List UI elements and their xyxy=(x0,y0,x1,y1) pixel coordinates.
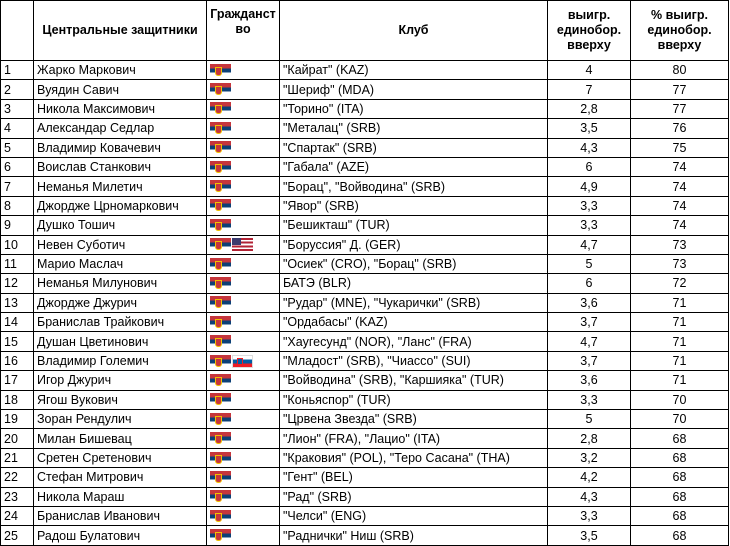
aerial-duels-won: 4,3 xyxy=(548,138,631,157)
serbia-flag-icon xyxy=(210,529,231,542)
citizenship-cell xyxy=(207,410,280,429)
player-name: Игор Джурич xyxy=(34,371,207,390)
citizenship-cell xyxy=(207,293,280,312)
aerial-duels-percent: 77 xyxy=(631,80,729,99)
row-number: 11 xyxy=(1,254,34,273)
table-row xyxy=(1,196,729,215)
player-name: Джордже Црномаркович xyxy=(34,196,207,215)
aerial-duels-won: 4,3 xyxy=(548,487,631,506)
table-row xyxy=(1,526,729,545)
table-row xyxy=(1,157,729,176)
table-row xyxy=(1,313,729,332)
table-row xyxy=(1,254,729,273)
club-name: "Ордабасы" (KAZ) xyxy=(280,313,548,332)
aerial-duels-percent: 71 xyxy=(631,332,729,351)
serbia-flag-icon xyxy=(210,277,231,290)
header-row xyxy=(1,1,729,61)
table-row xyxy=(1,138,729,157)
row-number: 5 xyxy=(1,138,34,157)
citizenship-cell xyxy=(207,506,280,525)
citizenship-cell xyxy=(207,332,280,351)
club-name: "Младост" (SRB), "Чиассо" (SUI) xyxy=(280,351,548,370)
club-name: "Хаугесунд" (NOR), "Ланс" (FRA) xyxy=(280,332,548,351)
club-name: БАТЭ (BLR) xyxy=(280,274,548,293)
aerial-duels-won: 2,8 xyxy=(548,429,631,448)
table-row xyxy=(1,293,729,312)
citizenship-cell xyxy=(207,526,280,545)
slovenia-flag-icon xyxy=(232,355,253,368)
serbia-flag-icon xyxy=(210,102,231,115)
club-name: "Коньяспор" (TUR) xyxy=(280,390,548,409)
serbia-flag-icon xyxy=(210,296,231,309)
table-row xyxy=(1,448,729,467)
player-name: Душко Тошич xyxy=(34,216,207,235)
serbia-flag-icon xyxy=(210,490,231,503)
serbia-flag-icon xyxy=(210,83,231,96)
aerial-duels-won: 3,7 xyxy=(548,313,631,332)
club-name: "Габала" (AZE) xyxy=(280,157,548,176)
serbia-flag-icon xyxy=(210,64,231,77)
citizenship-cell xyxy=(207,157,280,176)
serbia-flag-icon xyxy=(210,199,231,212)
serbia-flag-icon xyxy=(210,355,231,368)
citizenship-cell xyxy=(207,61,280,80)
aerial-duels-won: 3,3 xyxy=(548,506,631,525)
player-name: Никола Мараш xyxy=(34,487,207,506)
row-number: 7 xyxy=(1,177,34,196)
player-name: Неманья Милетич xyxy=(34,177,207,196)
serbia-flag-icon xyxy=(210,180,231,193)
table-row xyxy=(1,506,729,525)
row-number: 4 xyxy=(1,119,34,138)
aerial-duels-won: 3,3 xyxy=(548,196,631,215)
player-name: Джордже Джурич xyxy=(34,293,207,312)
row-number: 24 xyxy=(1,506,34,525)
club-name: "Спартак" (SRB) xyxy=(280,138,548,157)
aerial-duels-percent: 74 xyxy=(631,157,729,176)
player-name: Радош Булатович xyxy=(34,526,207,545)
player-name: Душан Цветинович xyxy=(34,332,207,351)
aerial-duels-won: 3,2 xyxy=(548,448,631,467)
club-name: "Боруссия" Д. (GER) xyxy=(280,235,548,254)
aerial-duels-percent: 68 xyxy=(631,468,729,487)
aerial-duels-percent: 70 xyxy=(631,410,729,429)
header-duels: выигр. единобор. вверху xyxy=(548,1,631,61)
table-row xyxy=(1,410,729,429)
player-name: Владимир Големич xyxy=(34,351,207,370)
club-name: "Раднички" Ниш (SRB) xyxy=(280,526,548,545)
header-num xyxy=(1,1,34,61)
aerial-duels-percent: 71 xyxy=(631,313,729,332)
aerial-duels-won: 5 xyxy=(548,410,631,429)
aerial-duels-percent: 70 xyxy=(631,390,729,409)
aerial-duels-percent: 74 xyxy=(631,196,729,215)
row-number: 13 xyxy=(1,293,34,312)
club-name: "Шериф" (MDA) xyxy=(280,80,548,99)
player-name: Бранислав Трайкович xyxy=(34,313,207,332)
player-name: Невен Суботич xyxy=(34,235,207,254)
aerial-duels-percent: 68 xyxy=(631,429,729,448)
citizenship-cell xyxy=(207,99,280,118)
club-name: "Рад" (SRB) xyxy=(280,487,548,506)
aerial-duels-percent: 77 xyxy=(631,99,729,118)
player-name: Марио Маслач xyxy=(34,254,207,273)
row-number: 18 xyxy=(1,390,34,409)
table-row xyxy=(1,487,729,506)
club-name: "Гент" (BEL) xyxy=(280,468,548,487)
table-row xyxy=(1,390,729,409)
table-row xyxy=(1,216,729,235)
row-number: 1 xyxy=(1,61,34,80)
aerial-duels-won: 3,3 xyxy=(548,390,631,409)
club-name: "Лион" (FRA), "Лацио" (ITA) xyxy=(280,429,548,448)
header-pct: % выигр. единобор. вверху xyxy=(631,1,729,61)
aerial-duels-percent: 71 xyxy=(631,293,729,312)
aerial-duels-percent: 71 xyxy=(631,351,729,370)
club-name: "Металац" (SRB) xyxy=(280,119,548,138)
citizenship-cell xyxy=(207,313,280,332)
serbia-flag-icon xyxy=(210,374,231,387)
citizenship-cell xyxy=(207,196,280,215)
player-name: Зоран Рендулич xyxy=(34,410,207,429)
row-number: 17 xyxy=(1,371,34,390)
player-name: Владимир Ковачевич xyxy=(34,138,207,157)
aerial-duels-percent: 68 xyxy=(631,448,729,467)
serbia-flag-icon xyxy=(210,316,231,329)
row-number: 9 xyxy=(1,216,34,235)
aerial-duels-won: 4,2 xyxy=(548,468,631,487)
player-name: Александар Седлар xyxy=(34,119,207,138)
club-name: "Осиек" (CRO), "Борац" (SRB) xyxy=(280,254,548,273)
aerial-duels-won: 3,6 xyxy=(548,293,631,312)
citizenship-cell xyxy=(207,177,280,196)
citizenship-cell xyxy=(207,119,280,138)
serbia-flag-icon xyxy=(210,219,231,232)
aerial-duels-won: 3,3 xyxy=(548,216,631,235)
table-row xyxy=(1,235,729,254)
aerial-duels-percent: 75 xyxy=(631,138,729,157)
aerial-duels-percent: 68 xyxy=(631,526,729,545)
aerial-duels-won: 2,8 xyxy=(548,99,631,118)
row-number: 3 xyxy=(1,99,34,118)
table-row xyxy=(1,351,729,370)
aerial-duels-percent: 73 xyxy=(631,254,729,273)
aerial-duels-won: 4 xyxy=(548,61,631,80)
serbia-flag-icon xyxy=(210,238,231,251)
aerial-duels-percent: 76 xyxy=(631,119,729,138)
header-club: Клуб xyxy=(280,1,548,61)
player-name: Никола Максимович xyxy=(34,99,207,118)
aerial-duels-won: 3,5 xyxy=(548,119,631,138)
club-name: "Челси" (ENG) xyxy=(280,506,548,525)
club-name: "Рудар" (MNE), "Чукарички" (SRB) xyxy=(280,293,548,312)
serbia-flag-icon xyxy=(210,393,231,406)
aerial-duels-percent: 80 xyxy=(631,61,729,80)
club-name: "Торино" (ITA) xyxy=(280,99,548,118)
header-name: Центральные защитники xyxy=(34,1,207,61)
aerial-duels-percent: 68 xyxy=(631,487,729,506)
row-number: 19 xyxy=(1,410,34,429)
row-number: 20 xyxy=(1,429,34,448)
aerial-duels-won: 4,7 xyxy=(548,235,631,254)
aerial-duels-won: 5 xyxy=(548,254,631,273)
citizenship-cell xyxy=(207,351,280,370)
row-number: 21 xyxy=(1,448,34,467)
aerial-duels-won: 4,7 xyxy=(548,332,631,351)
table-row xyxy=(1,80,729,99)
row-number: 22 xyxy=(1,468,34,487)
serbia-flag-icon xyxy=(210,452,231,465)
serbia-flag-icon xyxy=(210,413,231,426)
table-row xyxy=(1,177,729,196)
serbia-flag-icon xyxy=(210,335,231,348)
aerial-duels-won: 4,9 xyxy=(548,177,631,196)
aerial-duels-won: 7 xyxy=(548,80,631,99)
row-number: 14 xyxy=(1,313,34,332)
row-number: 23 xyxy=(1,487,34,506)
aerial-duels-percent: 74 xyxy=(631,177,729,196)
serbia-flag-icon xyxy=(210,122,231,135)
row-number: 6 xyxy=(1,157,34,176)
player-name: Стефан Митрович xyxy=(34,468,207,487)
citizenship-cell xyxy=(207,138,280,157)
citizenship-cell xyxy=(207,390,280,409)
aerial-duels-percent: 73 xyxy=(631,235,729,254)
aerial-duels-won: 3,7 xyxy=(548,351,631,370)
club-name: "Явор" (SRB) xyxy=(280,196,548,215)
player-name: Сретен Сретенович xyxy=(34,448,207,467)
aerial-duels-percent: 68 xyxy=(631,506,729,525)
table-row xyxy=(1,468,729,487)
table-row xyxy=(1,429,729,448)
player-name: Ягош Вукович xyxy=(34,390,207,409)
table-row xyxy=(1,61,729,80)
row-number: 8 xyxy=(1,196,34,215)
citizenship-cell xyxy=(207,371,280,390)
player-name: Неманья Милунович xyxy=(34,274,207,293)
table-row xyxy=(1,119,729,138)
usa-flag-icon xyxy=(232,238,253,251)
serbia-flag-icon xyxy=(210,471,231,484)
citizenship-cell xyxy=(207,487,280,506)
player-name: Милан Бишевац xyxy=(34,429,207,448)
aerial-duels-won: 6 xyxy=(548,274,631,293)
citizenship-cell xyxy=(207,80,280,99)
table-row xyxy=(1,371,729,390)
citizenship-cell xyxy=(207,429,280,448)
serbia-flag-icon xyxy=(210,432,231,445)
aerial-duels-won: 3,6 xyxy=(548,371,631,390)
citizenship-cell xyxy=(207,448,280,467)
aerial-duels-percent: 74 xyxy=(631,216,729,235)
club-name: "Краковия" (POL), "Теро Сасана" (THA) xyxy=(280,448,548,467)
club-name: "Бешикташ" (TUR) xyxy=(280,216,548,235)
club-name: "Борац", "Войводина" (SRB) xyxy=(280,177,548,196)
table-row xyxy=(1,274,729,293)
club-name: "Црвена Звезда" (SRB) xyxy=(280,410,548,429)
citizenship-cell xyxy=(207,235,280,254)
citizenship-cell xyxy=(207,274,280,293)
row-number: 12 xyxy=(1,274,34,293)
row-number: 2 xyxy=(1,80,34,99)
citizenship-cell xyxy=(207,216,280,235)
header-citizenship: Гражданство xyxy=(207,1,280,61)
serbia-flag-icon xyxy=(210,258,231,271)
aerial-duels-percent: 72 xyxy=(631,274,729,293)
row-number: 16 xyxy=(1,351,34,370)
aerial-duels-percent: 71 xyxy=(631,371,729,390)
row-number: 10 xyxy=(1,235,34,254)
club-name: "Кайрат" (KAZ) xyxy=(280,61,548,80)
row-number: 15 xyxy=(1,332,34,351)
table-row xyxy=(1,99,729,118)
aerial-duels-won: 6 xyxy=(548,157,631,176)
serbia-flag-icon xyxy=(210,510,231,523)
player-name: Воислав Станкович xyxy=(34,157,207,176)
player-name: Жарко Маркович xyxy=(34,61,207,80)
table-row xyxy=(1,332,729,351)
serbia-flag-icon xyxy=(210,141,231,154)
row-number: 25 xyxy=(1,526,34,545)
citizenship-cell xyxy=(207,468,280,487)
citizenship-cell xyxy=(207,254,280,273)
club-name: "Войводина" (SRB), "Каршияка" (TUR) xyxy=(280,371,548,390)
serbia-flag-icon xyxy=(210,161,231,174)
player-name: Бранислав Иванович xyxy=(34,506,207,525)
player-name: Вуядин Савич xyxy=(34,80,207,99)
aerial-duels-won: 3,5 xyxy=(548,526,631,545)
